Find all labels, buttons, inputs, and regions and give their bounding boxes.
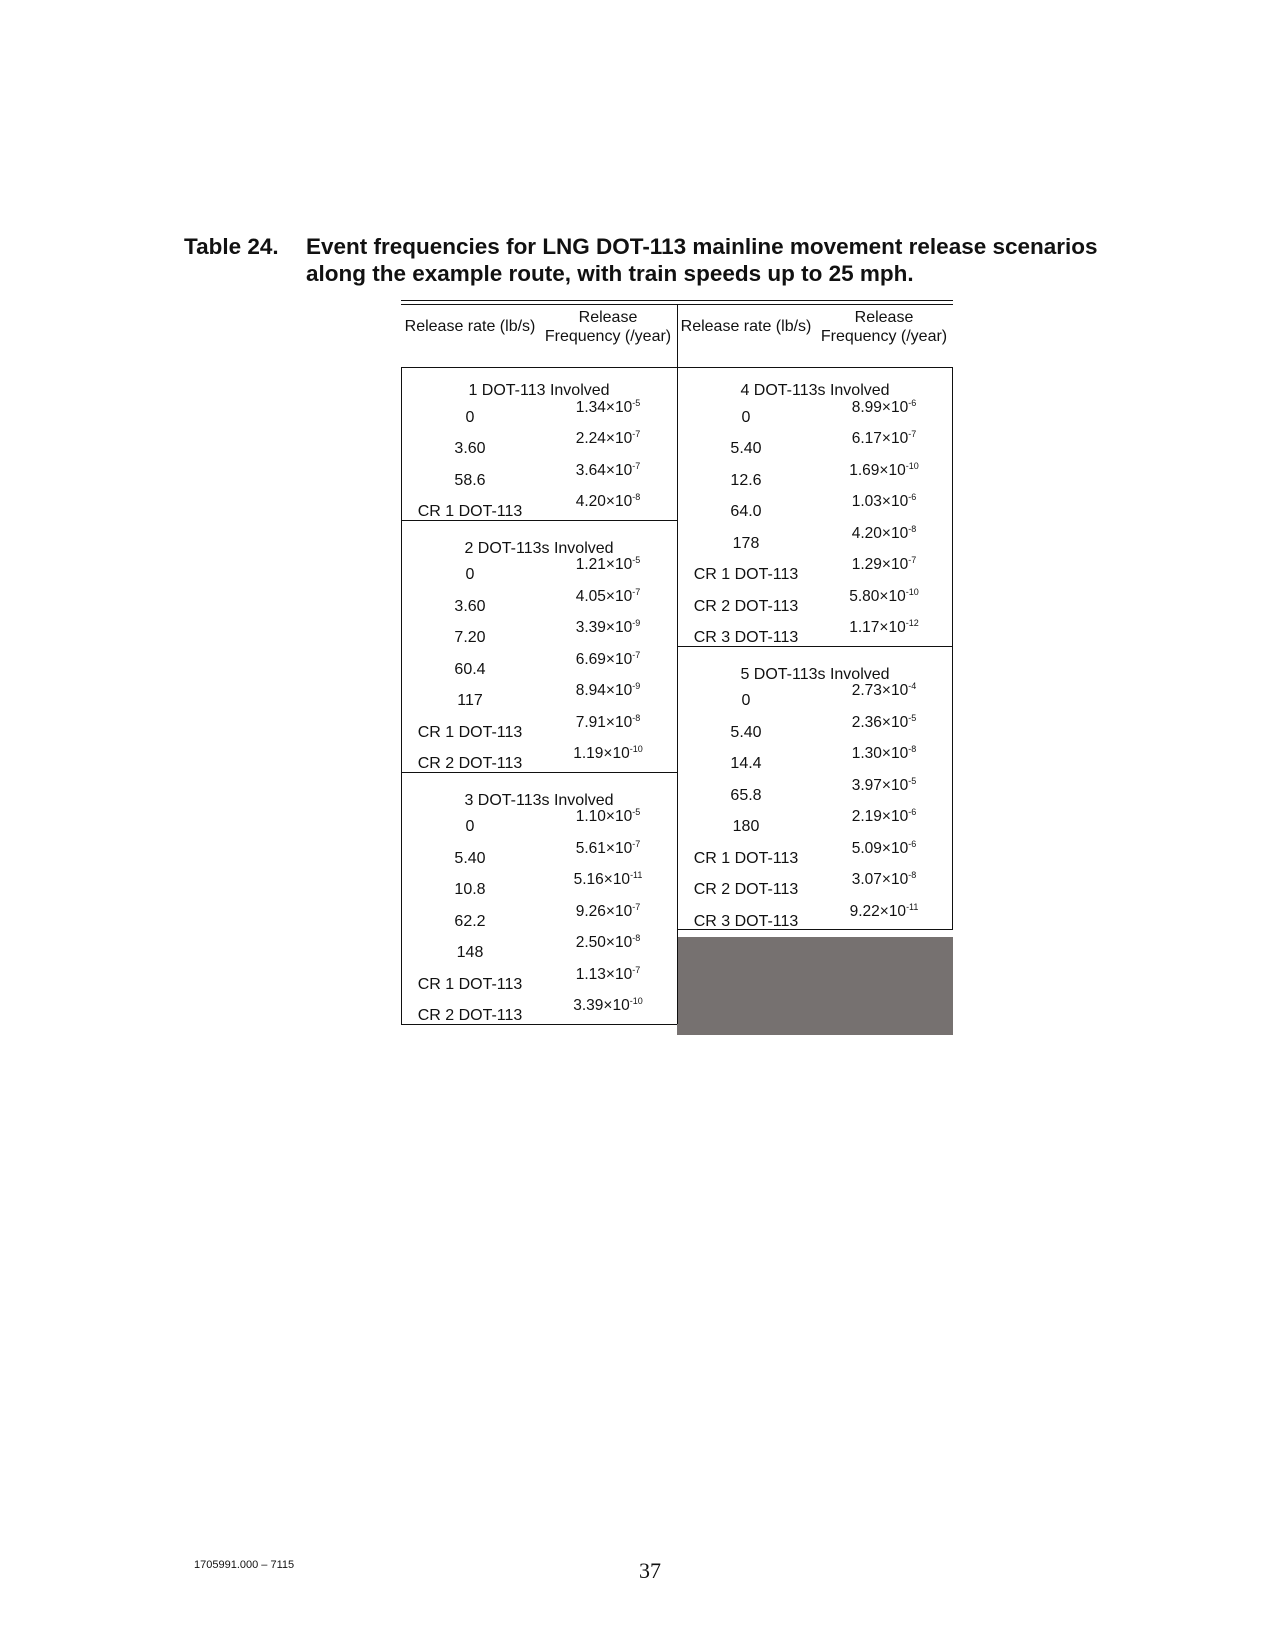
group-title: 4 DOT-113s Involved [740,382,890,399]
left-border [401,367,402,1024]
table-caption-label: Table 24. [184,234,279,259]
frequency-mantissa: 5.09×10 [851,839,909,857]
release-frequency-cell [815,807,953,827]
frequency-exponent: -5 [908,775,917,786]
frequency-exponent: -6 [908,807,917,817]
frequency-exponent: -8 [632,492,641,502]
frequency-mantissa: 4.20×10 [575,493,633,510]
frequency-exponent: -7 [632,649,641,660]
release-frequency-cell [539,618,677,638]
release-rate-cell: CR 1 DOT-113 [693,849,799,867]
release-frequency-cell [815,398,953,418]
frequency-mantissa: 6.17×10 [851,430,909,447]
frequency-exponent: -8 [908,870,917,880]
release-rate-cell: 5.40 [454,849,486,867]
release-frequency-cell [539,398,677,418]
frequency-mantissa: 5.80×10 [849,587,906,605]
frequency-exponent: -5 [908,712,917,723]
header-right-release-rate: Release rate (lb/s) [680,318,812,335]
frequency-exponent: -8 [908,744,917,754]
group-title: 5 DOT-113s Involved [740,665,890,683]
event-frequency-table [401,300,953,1035]
release-frequency-cell [815,681,953,701]
right-border [952,367,953,929]
middle-divider [677,304,678,1024]
table-top-rule [401,300,953,301]
frequency-exponent: -6 [908,838,917,849]
release-rate-cell: CR 2 DOT-113 [417,755,523,772]
release-frequency-cell [539,807,677,827]
frequency-mantissa: 1.19×10 [573,745,630,762]
frequency-mantissa: 7.91×10 [575,713,633,731]
frequency-mantissa: 1.21×10 [575,556,633,573]
release-rate-cell: 0 [465,566,475,583]
release-rate-cell: 58.6 [454,471,486,489]
release-rate-cell: CR 1 DOT-113 [417,975,523,993]
frequency-mantissa: 2.19×10 [851,808,909,825]
header-left-release-frequency: Release Frequency (/year) [544,309,672,345]
release-frequency-cell [815,618,953,638]
release-frequency-cell [539,461,677,481]
frequency-exponent: -7 [632,964,641,975]
frequency-exponent: -7 [632,586,641,597]
release-frequency-cell [539,681,677,701]
release-rate-cell: 60.4 [454,660,486,678]
frequency-mantissa: 1.13×10 [575,965,633,983]
release-rate-cell: 148 [456,944,484,961]
release-frequency-cell [815,870,953,890]
frequency-exponent: -8 [908,523,917,534]
frequency-mantissa: 2.36×10 [851,713,909,731]
frequency-exponent: -8 [632,933,641,943]
page-number: 37 [639,1558,661,1583]
frequency-mantissa: 1.69×10 [849,461,906,479]
release-frequency-cell [539,839,677,859]
release-rate-cell: 62.2 [454,912,486,930]
frequency-mantissa: 1.34×10 [575,398,633,416]
frequency-mantissa: 2.73×10 [851,682,909,699]
frequency-exponent: -7 [632,901,641,912]
frequency-mantissa: 3.39×10 [573,997,630,1014]
frequency-exponent: -10 [905,460,919,471]
frequency-exponent: -11 [630,870,643,880]
release-rate-cell: CR 1 DOT-113 [417,723,523,741]
release-frequency-cell [539,965,677,985]
group-title: 1 DOT-113 Involved [468,382,610,399]
group-separator [401,1024,677,1025]
frequency-mantissa: 1.17×10 [849,619,906,636]
release-frequency-cell [815,492,953,512]
frequency-exponent: -5 [632,807,641,817]
release-frequency-cell [539,744,677,764]
release-frequency-cell [539,902,677,922]
release-rate-cell: 12.6 [730,471,762,489]
release-frequency-cell [815,461,953,481]
frequency-mantissa: 4.05×10 [575,587,633,605]
release-rate-cell: 64.0 [730,503,762,520]
group-title: 2 DOT-113s Involved [464,539,614,557]
frequency-mantissa: 6.69×10 [575,650,633,668]
frequency-exponent: -7 [632,460,641,471]
frequency-exponent: -4 [908,681,917,691]
frequency-exponent: -9 [632,681,641,691]
release-rate-cell: 117 [457,692,483,709]
frequency-mantissa: 1.03×10 [851,493,909,510]
frequency-exponent: -7 [632,429,641,439]
release-rate-cell: CR 2 DOT-113 [693,881,799,898]
release-frequency-cell [815,744,953,764]
frequency-exponent: -10 [629,744,643,754]
release-frequency-cell [815,587,953,607]
group-title: 3 DOT-113s Involved [464,791,614,809]
frequency-exponent: -9 [632,618,641,628]
release-rate-cell: CR 1 DOT-113 [693,566,799,583]
release-rate-cell: 0 [465,408,475,426]
frequency-mantissa: 9.22×10 [849,902,907,920]
release-frequency-cell [539,713,677,733]
frequency-mantissa: 4.20×10 [851,524,909,542]
frequency-exponent: -12 [905,618,919,628]
frequency-mantissa: 2.50×10 [575,934,633,951]
release-rate-cell: CR 3 DOT-113 [693,912,799,930]
release-frequency-cell [815,429,953,449]
frequency-exponent: -8 [632,712,641,723]
group-separator [677,646,953,647]
frequency-exponent: -11 [906,901,919,912]
release-frequency-cell [815,713,953,733]
release-rate-cell: CR 2 DOT-113 [693,597,799,615]
release-rate-cell: 7.20 [454,629,486,646]
group-separator [401,520,677,521]
frequency-exponent: -6 [908,492,917,502]
frequency-exponent: -5 [632,555,641,565]
release-rate-cell: CR 2 DOT-113 [417,1007,523,1024]
release-rate-cell: 3.60 [454,597,486,615]
frequency-exponent: -10 [629,996,643,1006]
release-rate-cell: 10.8 [454,881,486,898]
release-frequency-cell [815,524,953,544]
frequency-mantissa: 9.26×10 [575,902,633,920]
release-rate-cell: CR 3 DOT-113 [693,629,799,646]
release-rate-cell: 65.8 [730,786,762,804]
frequency-exponent: -7 [908,429,917,439]
release-rate-cell: 3.60 [454,440,486,457]
frequency-mantissa: 3.39×10 [575,619,633,636]
frequency-mantissa: 3.07×10 [851,871,909,888]
frequency-mantissa: 1.10×10 [575,808,633,825]
release-frequency-cell [539,429,677,449]
release-frequency-cell [539,650,677,670]
release-frequency-cell [815,839,953,859]
release-rate-cell: CR 1 DOT-113 [417,503,523,520]
frequency-mantissa: 5.61×10 [575,839,633,857]
release-frequency-cell [815,776,953,796]
frequency-exponent: -5 [632,397,641,408]
frequency-mantissa: 1.29×10 [851,556,909,573]
release-frequency-cell [539,555,677,575]
release-rate-cell: 0 [741,408,751,426]
release-rate-cell: 14.4 [730,755,762,772]
header-right-release-frequency: Release Frequency (/year) [820,309,948,345]
release-frequency-cell [539,492,677,512]
table-caption-text: Event frequencies for LNG DOT-113 mainline movement release scenarios along the example route, with train speeds up to 25 mph. [306,234,1098,286]
release-rate-cell: 0 [741,692,751,709]
frequency-mantissa: 5.16×10 [573,871,631,888]
header-left-release-rate: Release rate (lb/s) [404,318,536,335]
frequency-mantissa: 2.24×10 [575,430,633,447]
group-separator [401,772,677,773]
frequency-exponent: -6 [908,397,917,408]
release-frequency-cell [815,902,953,922]
release-rate-cell: 178 [732,534,760,552]
frequency-mantissa: 8.94×10 [575,682,633,699]
release-frequency-cell [539,587,677,607]
frequency-mantissa: 3.97×10 [851,776,909,794]
release-frequency-cell [539,933,677,953]
release-rate-cell: 5.40 [730,440,762,457]
frequency-mantissa: 1.30×10 [851,745,909,762]
release-rate-cell: 180 [732,818,760,835]
release-frequency-cell [539,996,677,1016]
release-rate-cell: 0 [465,818,475,835]
release-frequency-cell [815,555,953,575]
frequency-mantissa: 8.99×10 [851,398,909,416]
frequency-exponent: -10 [905,586,919,597]
group-separator [677,929,953,930]
release-frequency-cell [539,870,677,890]
document-id: 1705991.000 – 7115 [194,1559,295,1571]
release-rate-cell: 5.40 [730,723,762,741]
frequency-exponent: -7 [632,838,641,849]
empty-shaded-cell [677,937,953,1035]
frequency-mantissa: 3.64×10 [575,461,633,479]
frequency-exponent: -7 [908,555,917,565]
